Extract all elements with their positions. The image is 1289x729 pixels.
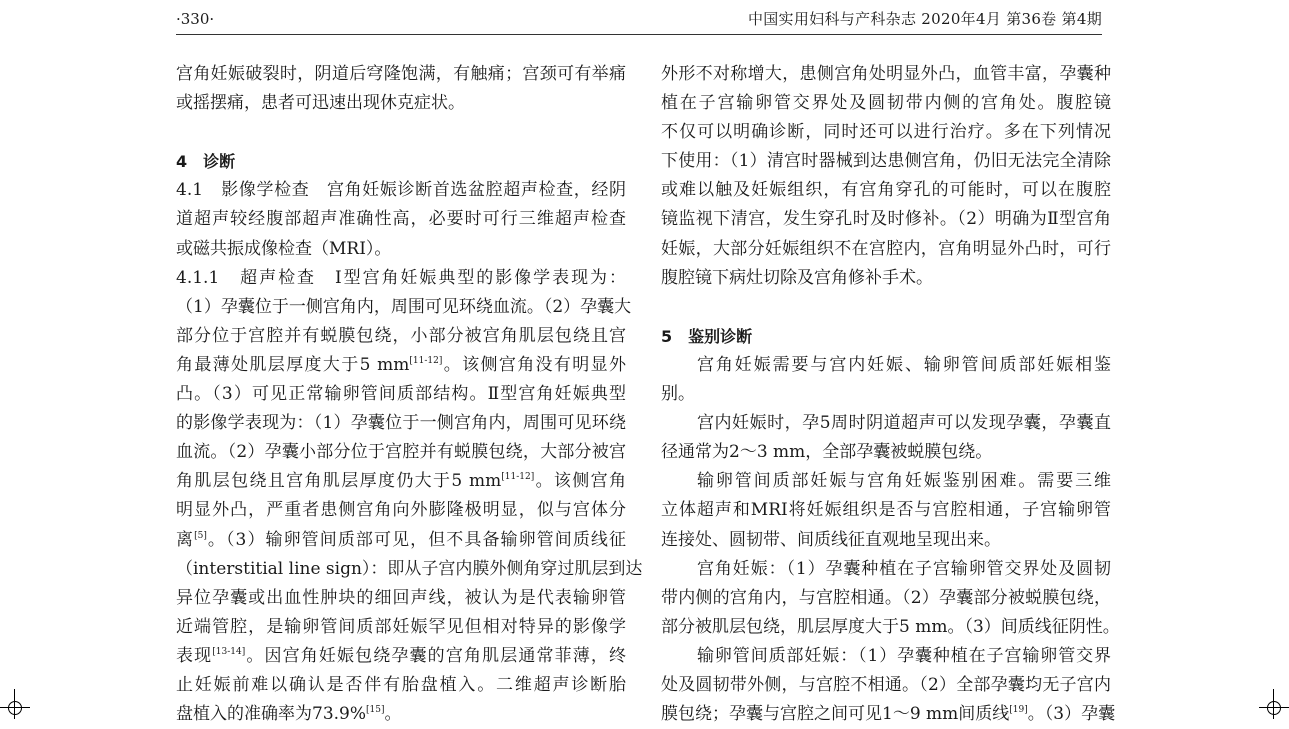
text-line: 宫角妊娠破裂时，阴道后穹隆饱满，有触痛；宫颈可有举痛 xyxy=(176,64,626,84)
text-line: 的影像学表现为：（1）孕囊位于一侧宫角内，周围可见环绕 xyxy=(176,413,626,434)
text-line: 带内侧的宫角内，与宫腔相通。（2）孕囊部分被蜕膜包绕， xyxy=(661,587,1111,608)
text-line: 植在子宫输卵管交界处及圆韧带内侧的宫角处。腹腔镜 xyxy=(661,93,1111,114)
section-heading-4: 4 诊断 xyxy=(176,152,236,172)
text-line: 妊娠，大部分妊娠组织不在宫腔内，宫角明显外凸时，可行 xyxy=(661,238,1111,259)
text-line: 径通常为2～3 mm，全部孕囊被蜕膜包绕。 xyxy=(661,442,993,463)
citation: [11-12] xyxy=(409,355,443,366)
right-column xyxy=(661,60,1120,729)
text-line: 输卵管间质部妊娠：（1）孕囊种植在子宫输卵管交界 xyxy=(697,645,1111,666)
text-line: 角肌层包绕且宫角肌层厚度仍大于5 mm[11-12]。该侧宫角 xyxy=(176,471,627,492)
text-line: 别。 xyxy=(661,384,695,405)
text-line: 输卵管间质部妊娠与宫角妊娠鉴别困难。需要三维 xyxy=(697,471,1111,492)
citation: [15] xyxy=(366,705,385,716)
page-header xyxy=(176,8,1102,35)
text-line: 镜监视下清宫，发生穿孔时及时修补。（2）明确为Ⅱ型宫角 xyxy=(661,209,1111,230)
text-line: 血流。（2）孕囊小部分位于宫腔并有蜕膜包绕，大部分被宫 xyxy=(176,442,626,463)
citation: [19] xyxy=(1009,705,1028,716)
text-line: 下使用：（1）清宫时器械到达患侧宫角，仍旧无法完全清除 xyxy=(661,151,1111,172)
text-line: 近端管腔，是输卵管间质部妊娠罕见但相对特异的影像学 xyxy=(176,616,626,637)
registration-mark-icon xyxy=(0,689,30,719)
section-heading-5: 5 鉴别诊断 xyxy=(661,326,753,346)
page-number: ·330· xyxy=(176,10,215,28)
text-line: 外形不对称增大，患侧宫角处明显外凸，血管丰富，孕囊种 xyxy=(661,64,1111,84)
text-line: 部分被肌层包绕，肌层厚度大于5 mm。（3）间质线征阴性。 xyxy=(661,616,1120,637)
text-line: 角最薄处肌层厚度大于5 mm[11-12]。该侧宫角没有明显外 xyxy=(176,354,626,375)
text-line: 连接处、圆韧带、间质线征直观地呈现出来。 xyxy=(661,529,1001,550)
text-line: 表现[13-14]。因宫角妊娠包绕孕囊的宫角肌层通常菲薄，终 xyxy=(176,645,627,666)
left-column xyxy=(176,60,643,729)
text-line: 离[5]。（3）输卵管间质部可见，但不具备输卵管间质线征 xyxy=(176,529,626,550)
text-line: 4.1.1 超声检查 Ⅰ型宫角妊娠典型的影像学表现为： xyxy=(176,267,626,288)
citation: [11-12] xyxy=(501,472,535,483)
text-line: 或磁共振成像检查（MRI）。 xyxy=(176,238,392,259)
text-line: 立体超声和MRI将妊娠组织是否与宫腔相通，子宫输卵管 xyxy=(661,500,1111,521)
text-line: 盘植入的准确率为73.9%[15]。 xyxy=(176,704,402,725)
text-line: 4.1 影像学检查 宫角妊娠诊断首选盆腔超声检查，经阴 xyxy=(176,180,626,201)
text-line: 不仅可以明确诊断，同时还可以进行治疗。多在下列情况 xyxy=(661,122,1111,143)
text-line: 处及圆韧带外侧，与宫腔不相通。（2）全部孕囊均无子宫内 xyxy=(661,674,1111,695)
text-line: 异位孕囊或出血性肿块的细回声线，被认为是代表输卵管 xyxy=(176,587,626,608)
text-line: 凸。（3）可见正常输卵管间质部结构。Ⅱ型宫角妊娠典型 xyxy=(176,384,626,405)
text-line: （interstitial line sign）：即从子宫内膜外侧角穿过肌层到达 xyxy=(176,558,643,579)
text-line: 或摇摆痛，患者可迅速出现休克症状。 xyxy=(176,93,465,114)
citation: [13-14] xyxy=(212,646,246,657)
text-line: （1）孕囊位于一侧宫角内，周围可见环绕血流。（2）孕囊大 xyxy=(176,296,632,317)
text-line: 止妊娠前难以确认是否伴有胎盘植入。二维超声诊断胎 xyxy=(176,674,626,695)
text-line: 部分位于宫腔并有蜕膜包绕，小部分被宫角肌层包绕且宫 xyxy=(176,325,626,346)
text-line: 膜包绕；孕囊与宫腔之间可见1～9 mm间质线[19]。（3）孕囊 xyxy=(661,704,1116,725)
journal-title: 中国实用妇科与产科杂志 2020年4月 第36卷 第4期 xyxy=(747,10,1102,28)
text-line: 腹腔镜下病灶切除及宫角修补手术。 xyxy=(661,267,933,288)
text-line: 明显外凸，严重者患侧宫角向外膨隆极明显，似与宫体分 xyxy=(176,500,626,521)
text-line: 道超声较经腹部超声准确性高，必要时可行三维超声检查 xyxy=(176,209,626,230)
text-line: 宫角妊娠：（1）孕囊种植在子宫输卵管交界处及圆韧 xyxy=(697,558,1111,579)
text-line: 宫角妊娠需要与宫内妊娠、输卵管间质部妊娠相鉴 xyxy=(697,354,1111,375)
registration-mark-icon xyxy=(1259,689,1289,719)
text-line: 宫内妊娠时，孕5周时阴道超声可以发现孕囊，孕囊直 xyxy=(697,413,1111,434)
text-line: 或难以触及妊娠组织，有宫角穿孔的可能时，可以在腹腔 xyxy=(661,180,1111,201)
citation: [5] xyxy=(194,530,207,541)
